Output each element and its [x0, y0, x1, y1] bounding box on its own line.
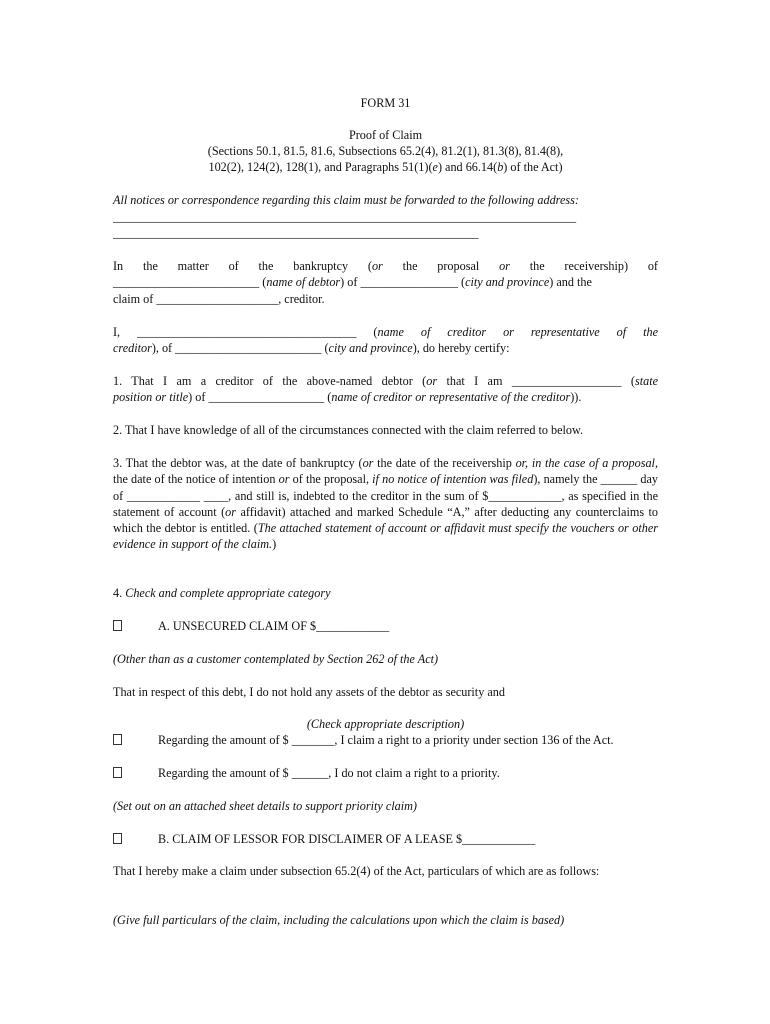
lessor-claim-text: That I hereby make a claim under subsection 65.2(4) of the Act, particulars of which are as follows: [113, 864, 600, 878]
form-sections-line2: 102(2), 124(2), 128(1), and Paragraphs 51(1)(e) and 66.14(b) of the Act) [208, 160, 563, 174]
priority-claim-option: Regarding the amount of $ _______, I claim a right to a priority under section 136 of the Act. [158, 733, 614, 747]
form-sections-line1: (Sections 50.1, 81.5, 81.6, Subsections 65.2(4), 81.2(1), 81.3(8), 81.4(8), [207, 144, 564, 158]
checkbox-priority-claim[interactable] [113, 734, 122, 745]
lessor-claim-note: (Give full particulars of the claim, including the calculations upon which the claim is based) [113, 913, 565, 927]
no-priority-claim-option: Regarding the amount of $ ______, I do not claim a right to a priority. [158, 766, 500, 780]
address-line-2[interactable]: ____________________________________________________________ [113, 226, 479, 240]
matter-line-3: claim of ____________________, creditor. [113, 292, 325, 306]
item-1-line-2: position or title) of ___________________ (name of creditor or representative of the creditor)). [113, 390, 582, 404]
certify-line-1: I, ____________________________________ (name of creditor or representative of the [113, 325, 658, 339]
form-title: Proof of Claim [348, 128, 423, 142]
item-1-line-1: 1. That I am a creditor of the above-named debtor (or that I am __________________ (state [113, 374, 658, 388]
unsecured-claim-note: (Other than as a customer contemplated by Section 262 of the Act) [113, 652, 439, 666]
check-description-note: (Check appropriate description) [306, 717, 465, 731]
priority-sheet-note: (Set out on an attached sheet details to support priority claim) [113, 799, 417, 813]
item-4: 4. Check and complete appropriate category [113, 586, 331, 600]
matter-line-1: In the matter of the bankruptcy (or the proposal or the receivership) of [113, 259, 658, 273]
item-3: 3. That the debtor was, at the date of bankruptcy (or the date of the receivership or, in the case of a proposal, the date of the notice of intention or of the proposal, if no notice of intention was filed), namely the ______ day of ____________ ____, and still is, indebted to the creditor in the sum of $____________, as specified in the statement of account (or affidavit) attached and marked Schedule “A,” after deducting any counterclaims to which the debtor is entitled. (The attached statement of account or affidavit must specify the vouchers or other evidence in support of the claim.) [113, 456, 658, 552]
notice-instruction: All notices or correspondence regarding this claim must be forwarded to the following address: [113, 193, 579, 207]
address-line-1[interactable]: ____________________________________________________________________________ [113, 210, 577, 224]
checkbox-unsecured-claim[interactable] [113, 620, 122, 631]
unsecured-claim-text: That in respect of this debt, I do not hold any assets of the debtor as security and [113, 685, 505, 699]
checkbox-lessor-claim[interactable] [113, 833, 122, 844]
matter-line-2: ________________________ (name of debtor) of ________________ (city and province) and the [113, 275, 592, 289]
item-2: 2. That I have knowledge of all of the circumstances connected with the claim referred to below. [113, 423, 584, 437]
unsecured-claim-label: A. UNSECURED CLAIM OF $____________ [158, 619, 390, 633]
lessor-claim-label: B. CLAIM OF LESSOR FOR DISCLAIMER OF A LEASE $____________ [158, 832, 536, 846]
form-number: FORM 31 [360, 96, 411, 110]
checkbox-no-priority-claim[interactable] [113, 767, 122, 778]
certify-line-2: creditor), of ________________________ (city and province), do hereby certify: [113, 341, 510, 355]
